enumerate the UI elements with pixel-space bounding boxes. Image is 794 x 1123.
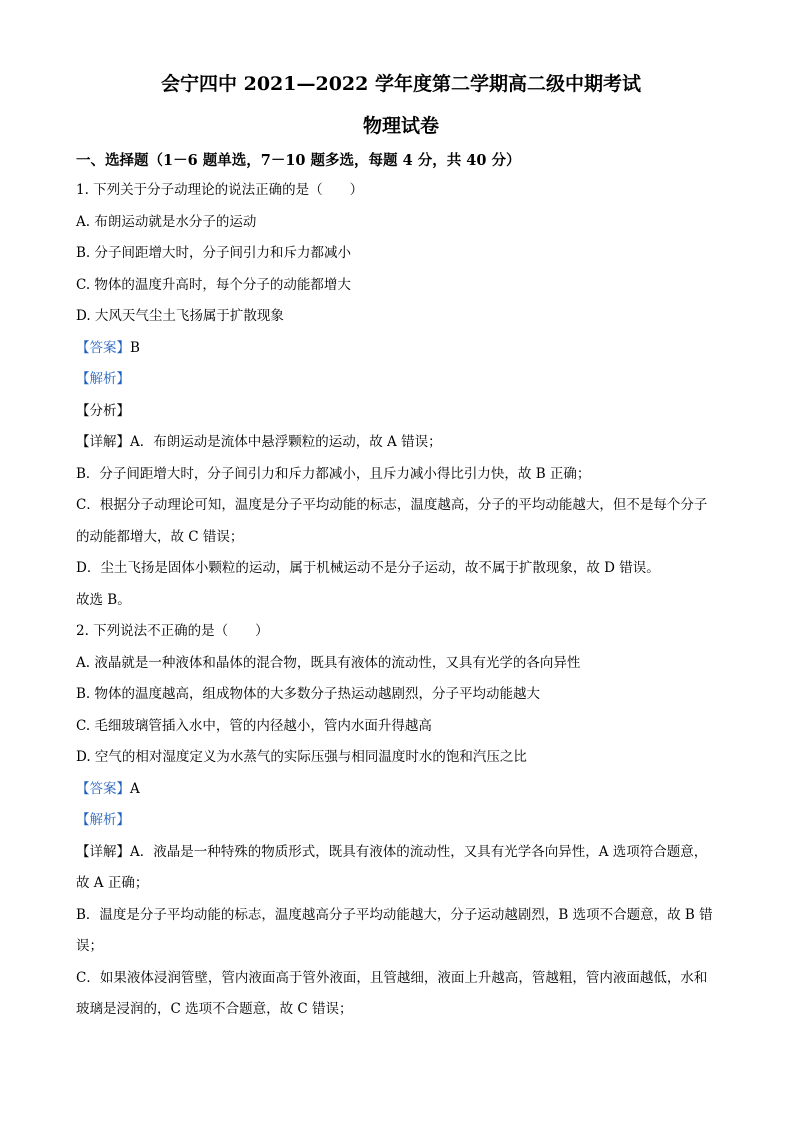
q2-analysis-tag: 【解析】 <box>76 812 130 828</box>
q1-option-d: D. 大风天气尘土飞扬属于扩散现象 <box>76 308 284 324</box>
document-subtitle: 物理试卷 <box>362 115 439 137</box>
document-page <box>76 70 726 1018</box>
q2-answer-value: A <box>130 780 140 797</box>
q2-detail-a-line2: 故 A 正确； <box>76 875 149 891</box>
q1-conclusion: 故选 B。 <box>76 591 131 608</box>
q2-option-d: D. 空气的相对湿度定义为水蒸气的实际压强与相同温度时水的饱和汽压之比 <box>76 749 527 765</box>
detail-tag: 【详解】 <box>76 843 130 860</box>
q2-detail-b-line1: B．温度是分子平均动能的标志，温度越高分子平均动能越大，分子运动越剧烈，B 选项不合题意，故 B 错 <box>76 906 713 923</box>
q1-stem: 1. 下列关于分子动理论的说法正确的是（ ） <box>76 182 364 198</box>
q1-detail-c-line1: C．根据分子动理论可知，温度是分子平均动能的标志，温度越高，分子的平均动能越大，但不是每个分子 <box>76 497 708 513</box>
q1-answer <box>76 339 726 357</box>
document-title: 会宁四中 2021—2022 学年度第二学期高二级中期考试 <box>161 73 641 95</box>
q1-option-b: B. 分子间距增大时，分子间引力和斥力都减小 <box>76 245 352 261</box>
q1-answer-value: B <box>130 339 140 356</box>
q2-detail-c-line1: C．如果液体浸润管壁，管内液面高于管外液面，且管越细，液面上升越高，管越粗，管内液面越低，水和 <box>76 969 708 986</box>
q2-detail-b-line2: 误； <box>76 938 103 954</box>
detail-tag: 【详解】 <box>76 434 130 450</box>
q1-detail-d: D．尘土飞扬是固体小颗粒的运动，属于机械运动不是分子运动，故不属于扩散现象，故 D 错误。 <box>76 560 660 576</box>
q2-answer <box>76 780 726 798</box>
q1-detail-b: B．分子间距增大时，分子间引力和斥力都减小，且斥力减小得比引力快，故 B 正确； <box>76 465 591 482</box>
q1-detail-c-line2: 的动能都增大，故 C 错误； <box>76 528 244 545</box>
q1-detail-a: 【详解】A．布朗运动是流体中悬浮颗粒的运动，故 A 错误； <box>76 434 442 450</box>
section-heading: 一、选择题（1－6 题单选，7－10 题多选，每题 4 分，共 40 分） <box>76 152 521 169</box>
q1-option-a: A. 布朗运动就是水分子的运动 <box>76 213 257 230</box>
q2-detail-c-line2: 玻璃是浸润的，C 选项不合题意，故 C 错误； <box>76 1001 353 1017</box>
q1-fenxi-tag: 【分析】 <box>76 402 130 419</box>
answer-tag: 【答案】 <box>76 339 130 356</box>
answer-tag: 【答案】 <box>76 780 130 797</box>
q2-detail-a-line1: 【详解】A．液晶是一种特殊的物质形式，既具有液体的流动性，又具有光学各向异性，A 选项符合题意， <box>76 843 708 860</box>
q2-option-b: B. 物体的温度越高，组成物体的大多数分子热运动越剧烈，分子平均动能越大 <box>76 686 541 702</box>
q2-option-a: A. 液晶就是一种液体和晶体的混合物，既具有液体的流动性，又具有光学的各向异性 <box>76 654 581 671</box>
q1-analysis-tag: 【解析】 <box>76 371 130 387</box>
q2-stem: 2. 下列说法不正确的是（ ） <box>76 623 269 639</box>
q1-option-c: C. 物体的温度升高时，每个分子的动能都增大 <box>76 276 351 293</box>
q2-option-c: C. 毛细玻璃管插入水中，管的内径越小，管内水面升得越高 <box>76 717 432 734</box>
